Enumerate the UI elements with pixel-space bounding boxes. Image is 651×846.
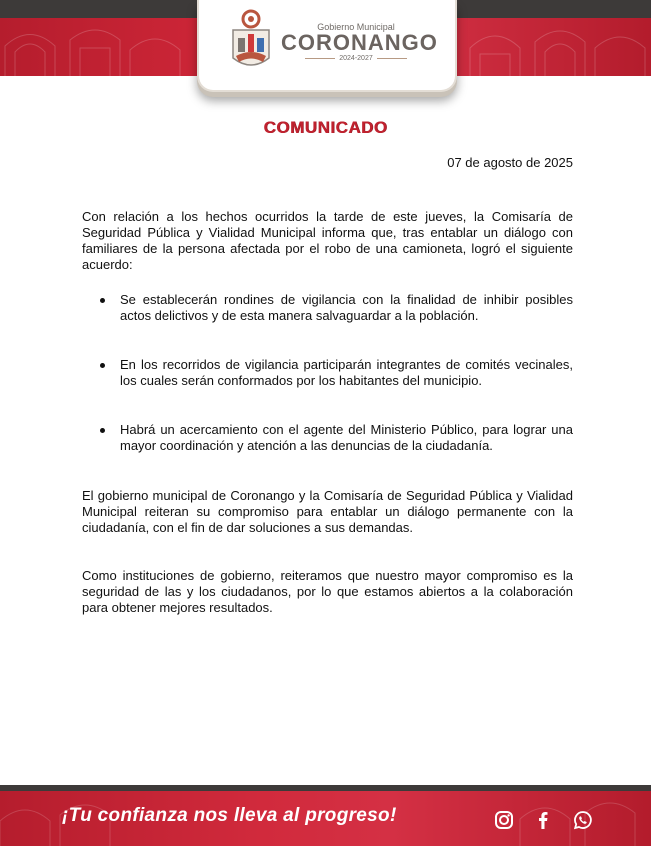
logo-years-row [281,55,431,62]
closing-paragraph: Como instituciones de gobierno, reiteramos que nuestro mayor compromiso es la seguridad de las y los ciudadanos, por lo que estamos abiertos a la colaboración para obtener mejores resultados. [82,568,573,615]
bullet-text: Habrá un acercamiento con el agente del Ministerio Público, para lograr una mayor coordinación y atención a las denuncias de la ciudadanía. [120,422,573,453]
document-date: 07 de agosto de 2025 [447,155,573,170]
whatsapp-icon[interactable] [573,810,593,830]
bullet-text: Se establecerán rondines de vigilancia con la finalidad de inhibir posibles actos delictivos y de esta manera salvaguardar a la población. [120,292,573,323]
logo-years-text: 2024-2027 [339,55,373,62]
instagram-icon[interactable] [494,810,514,830]
logo-years-line-left [305,58,335,59]
bullet-text: En los recorridos de vigilancia participarán integrantes de comités vecinales, los cuales serán conformados por los habitantes del municipio. [120,357,573,388]
document-heading: COMUNICADO [263,118,388,137]
footer-band [0,791,651,846]
bullet-dot [100,298,105,303]
logo-main-text: CORONANGO [281,30,438,55]
commitment-paragraph: El gobierno municipal de Coronango y la Comisaría de Seguridad Pública y Vialidad Municipal reiteran su compromiso para entablar un diálogo permanente con la ciudadanía, con el fin de dar soluciones a sus demandas. [82,488,573,535]
bullet-item-2 [100,357,573,389]
bullet-dot [100,428,105,433]
bullet-item-1 [100,292,573,324]
facebook-icon[interactable] [533,810,553,830]
coronango-emblem-icon [227,8,275,76]
footer-slogan: ¡Tu confianza nos lleva al progreso! [62,805,397,826]
intro-paragraph: Con relación a los hechos ocurridos la tarde de este jueves, la Comisaría de Seguridad Pública y Vialidad Municipal informa que, tras entablar un diálogo con familiares de la persona afectada por el robo de una camioneta, logró el siguiente acuerdo: [82,209,573,272]
bullet-item-3 [100,422,573,454]
logo-small-text: Gobierno Municipal [317,22,395,32]
logo-wordmark [281,22,438,62]
logo-years-line-right [377,58,407,59]
bullet-dot [100,363,105,368]
logo-card [197,0,457,92]
